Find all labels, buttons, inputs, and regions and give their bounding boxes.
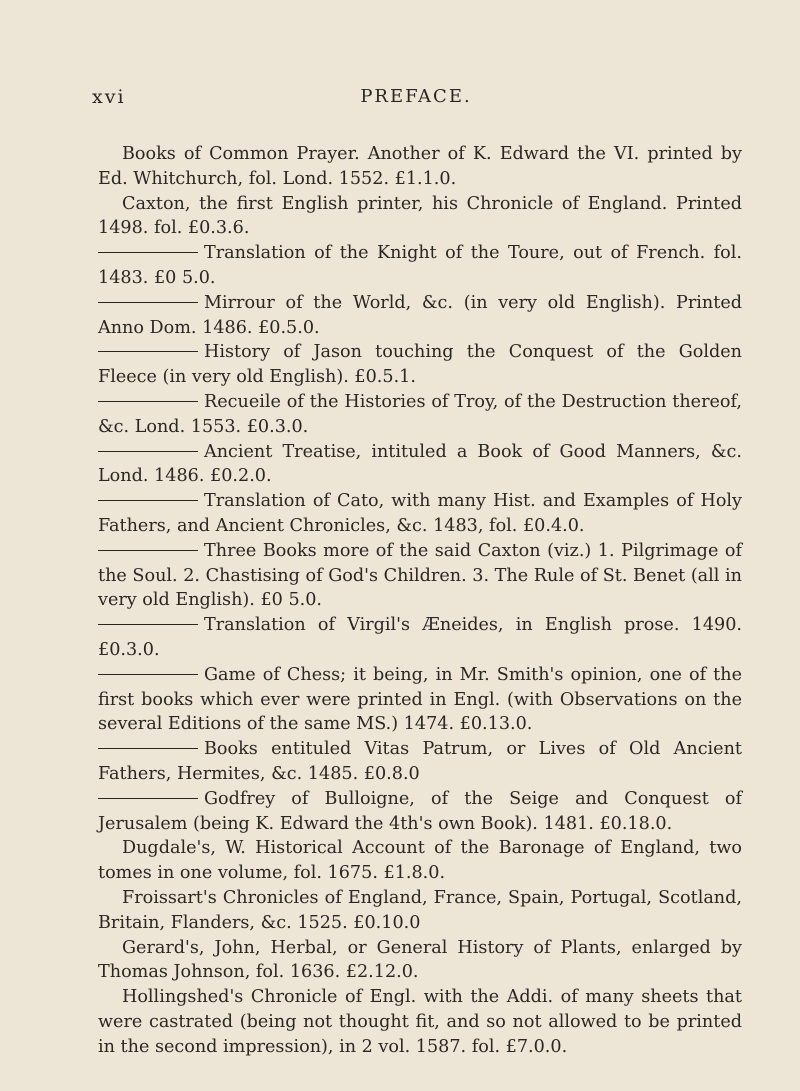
ditto-dash (98, 252, 198, 253)
catalogue-entry (98, 539, 742, 613)
entry-text: Froissart's Chronicles of England, France, Spain, Portugal, Scotland, Britain, Flanders, &c. 1525. £0.10.0 (98, 887, 742, 933)
ditto-dash (98, 351, 198, 352)
entry-text: Ancient Treatise, intituled a Book of Good Manners, &c. Lond. 1486. £0.2.0. (98, 441, 742, 487)
entry-text: Game of Chess; it being, in Mr. Smith's opinion, one of the first books which ever were printed in Engl. (with Observations on the several Editions of the same MS.) 1474. £0.13.0. (98, 664, 742, 735)
catalogue-entry (98, 836, 742, 886)
entry-text: Books entituled Vitas Patrum, or Lives of Old Ancient Fathers, Hermites, &c. 1485. £0.8.0 (98, 739, 742, 784)
entry-text: Translation of Virgil's Æneides, in English prose. 1490. £0.3.0. (98, 615, 742, 660)
catalogue-entry (98, 489, 742, 539)
entry-text: Caxton, the first English printer, his Chronicle of England. Printed 1498. fol. £0.3.6. (98, 193, 742, 239)
catalogue-entry (98, 142, 742, 192)
catalogue-entry (98, 936, 742, 986)
catalogue-entries (98, 142, 742, 1059)
catalogue-entry (98, 241, 742, 291)
catalogue-entry (98, 291, 742, 341)
ditto-dash (98, 401, 198, 402)
ditto-dash (98, 550, 198, 551)
catalogue-entry (98, 340, 742, 390)
page-header (92, 86, 740, 110)
entry-text: Godfrey of Bulloigne, of the Seige and Conquest of Jerusalem (being K. Edward the 4th's own Book). 1481. £0.18.0. (98, 788, 742, 834)
entry-text: Dugdale's, W. Historical Account of the Baronage of England, two tomes in one volume, fol. 1675. £1.8.0. (98, 838, 742, 884)
page-number: xvi (92, 86, 126, 108)
ditto-dash (98, 798, 198, 799)
catalogue-entry (98, 440, 742, 490)
catalogue-entry (98, 985, 742, 1059)
ditto-dash (98, 500, 198, 501)
ditto-dash (98, 302, 198, 303)
entry-text: Translation of the Knight of the Toure, out of French. fol. 1483. £0 5.0. (98, 243, 742, 288)
entry-text: Translation of Cato, with many Hist. and Examples of Holy Fathers, and Ancient Chronicles, &c. 1483, fol. £0.4.0. (98, 491, 742, 536)
entry-text: Three Books more of the said Caxton (viz.) 1. Pilgrimage of the Soul. 2. Chastising of God's Children. 3. The Rule of St. Benet (all in very old English). £0 5.0. (98, 540, 742, 611)
catalogue-entry (98, 613, 742, 663)
entry-text: Gerard's, John, Herbal, or General History of Plants, enlarged by Thomas Johnson, fol. 1636. £2.12.0. (98, 937, 742, 983)
ditto-dash (98, 674, 198, 675)
catalogue-entry (98, 192, 742, 242)
ditto-dash (98, 451, 198, 452)
entry-text: Hollingshed's Chronicle of Engl. with the Addi. of many sheets that were castrated (being not thought fit, and so not allowed to be printed in the second impression), in 2 vol. 1587. fol. £7.0.0. (98, 987, 742, 1057)
catalogue-entry (98, 787, 742, 837)
entry-text: Books of Common Prayer. Another of K. Edward the VI. printed by Ed. Whitchurch, fol. Lond. 1552. £1.1.0. (98, 144, 742, 189)
entry-text: History of Jason touching the Conquest of the Golden Fleece (in very old English). £0.5.1. (98, 342, 742, 388)
running-title: PREFACE. (360, 86, 472, 107)
catalogue-entry (98, 390, 742, 440)
entry-text: Mirrour of the World, &c. (in very old English). Printed Anno Dom. 1486. £0.5.0. (98, 292, 742, 338)
catalogue-entry (98, 737, 742, 787)
entry-text: Recueile of the Histories of Troy, of the Destruction thereof, &c. Lond. 1553. £0.3.0. (98, 391, 742, 437)
catalogue-entry (98, 886, 742, 936)
ditto-dash (98, 748, 198, 749)
ditto-dash (98, 624, 198, 625)
catalogue-entry (98, 663, 742, 737)
